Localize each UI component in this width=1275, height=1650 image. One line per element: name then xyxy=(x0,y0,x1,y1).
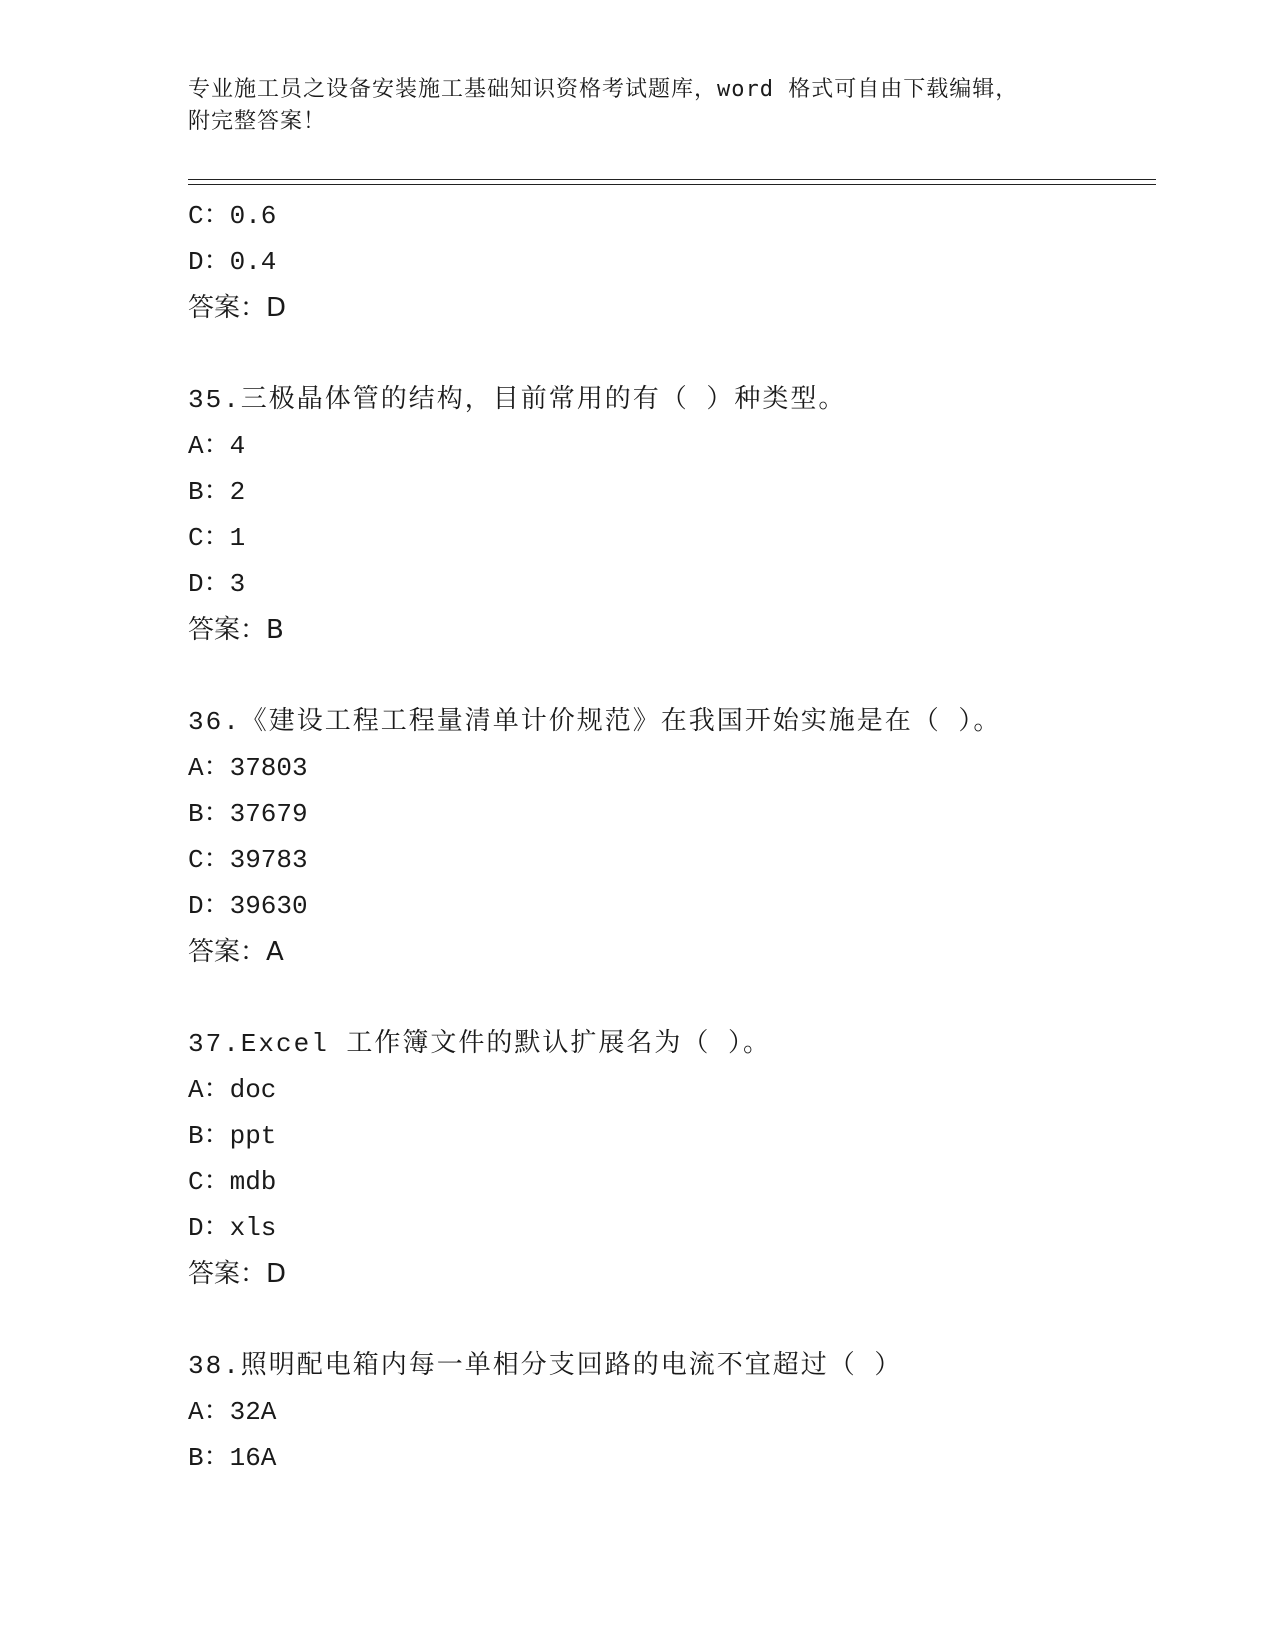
question-37-text: 37.Excel 工作簿文件的默认扩展名为（ ）。 xyxy=(188,1029,772,1059)
question-35-option-b: B：2 xyxy=(188,477,246,507)
question-36-option-c: C：39783 xyxy=(188,845,308,875)
question-36-answer: 答案：A xyxy=(188,937,284,967)
question-37-answer: 答案：D xyxy=(188,1259,287,1289)
question-35-option-d: D：3 xyxy=(188,569,246,599)
header-title-line-2: 附完整答案！ xyxy=(188,109,327,134)
question-35-text: 35.三极晶体管的结构，目前常用的有（ ）种类型。 xyxy=(188,385,847,415)
question-37-option-c: C：mdb xyxy=(188,1167,277,1197)
option-c: C：0.6 xyxy=(188,201,277,231)
question-36-option-b: B：37679 xyxy=(188,799,308,829)
question-37-option-a: A：doc xyxy=(188,1075,277,1105)
answer-line: 答案：D xyxy=(188,293,287,323)
question-38-text: 38.照明配电箱内每一单相分支回路的电流不宜超过（ ） xyxy=(188,1351,903,1381)
spacer xyxy=(188,975,1148,1021)
header-divider-top xyxy=(188,179,1156,180)
question-35-answer: 答案：B xyxy=(188,615,284,645)
question-37-option-d: D：xls xyxy=(188,1213,277,1243)
spacer xyxy=(188,1297,1148,1343)
header-divider-bottom xyxy=(188,184,1156,185)
question-38-option-b: B：16A xyxy=(188,1443,277,1473)
document-header xyxy=(188,74,1088,138)
question-list xyxy=(188,193,1148,1481)
option-d: D：0.4 xyxy=(188,247,277,277)
question-37-option-b: B：ppt xyxy=(188,1121,277,1151)
question-36-option-d: D：39630 xyxy=(188,891,308,921)
question-35-option-c: C：1 xyxy=(188,523,246,553)
question-38-option-a: A：32A xyxy=(188,1397,277,1427)
question-36-option-a: A：37803 xyxy=(188,753,308,783)
header-title-line-1: 专业施工员之设备安装施工基础知识资格考试题库，word 格式可自由下载编辑， xyxy=(188,77,1019,102)
spacer xyxy=(188,331,1148,377)
spacer xyxy=(188,653,1148,699)
question-36-text: 36.《建设工程工程量清单计价规范》在我国开始实施是在（ ）。 xyxy=(188,707,1002,737)
question-35-option-a: A：4 xyxy=(188,431,246,461)
